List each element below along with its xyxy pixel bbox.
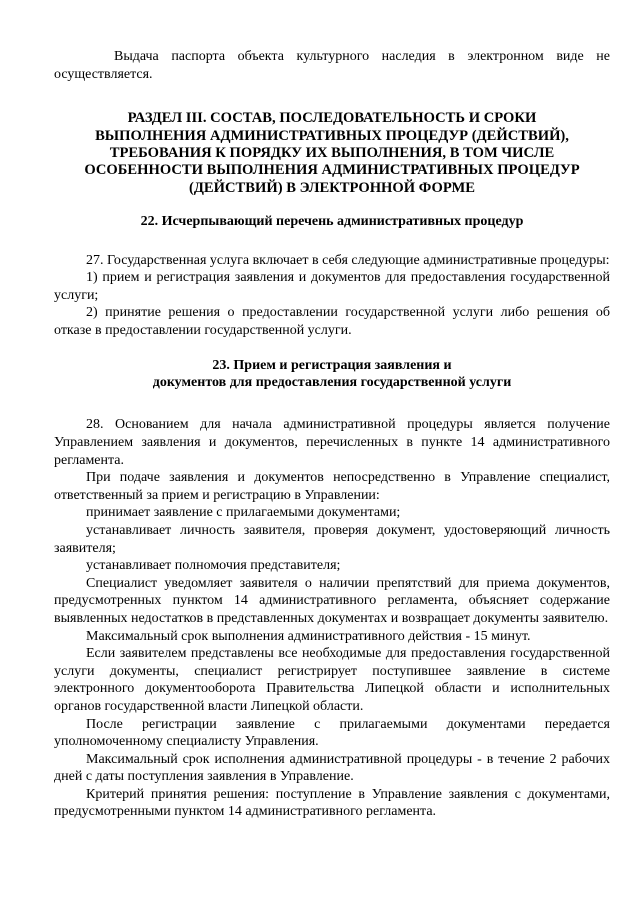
paragraph-28-notifies: Специалист уведомляет заявителя о наличии препятствий для приема документов, предусмотренных пунктом 14 административного регламента, объясняет содержание выявленных недостатков в представленных документах и возвращает документы заявителю. [54, 575, 610, 626]
paragraph-28-criterion: Критерий принятия решения: поступление в Управление заявления с документами, предусмотренными пунктом 14 административного регламента. [54, 786, 610, 820]
paragraph-27: 27. Государственная услуга включает в себя следующие административные процедуры: [86, 252, 610, 268]
paragraph-28-after-registration: После регистрации заявление с прилагаемыми документами передается уполномоченному специалисту Управления. [54, 716, 610, 750]
paragraph-28-identity: устанавливает личность заявителя, проверяя документ, удостоверяющий личность заявителя; [54, 522, 610, 556]
subsection-23-title [54, 357, 610, 392]
intro-paragraph: Выдача паспорта объекта культурного наследия в электронном виде не осуществляется. [54, 49, 610, 82]
paragraph-28-accepts: принимает заявление с прилагаемыми документами; [86, 505, 401, 521]
paragraph-28-max-procedure: Максимальный срок исполнения административной процедуры - в течение 2 рабочих дней с даты поступления заявления в Управление. [54, 751, 610, 785]
section-title-line: РАЗДЕЛ III. СОСТАВ, ПОСЛЕДОВАТЕЛЬНОСТЬ И СРОКИ [127, 110, 537, 127]
section-title-line: ОСОБЕННОСТИ ВЫПОЛНЕНИЯ АДМИНИСТРАТИВНЫХ ПРОЦЕДУР [84, 162, 580, 179]
subsection-22-title-text: 22. Исчерпывающий перечень административных процедур [140, 214, 524, 230]
section-title-line: (ДЕЙСТВИЙ) В ЭЛЕКТРОННОЙ ФОРМЕ [189, 179, 475, 196]
subsection-23-title-line: документов для предоставления государственной услуги [152, 375, 512, 390]
paragraph-28-submission: При подаче заявления и документов непосредственно в Управление специалист, ответственный за прием и регистрацию в Управлении: [54, 470, 610, 503]
subsection-23-title-line: 23. Прием и регистрация заявления и [212, 357, 452, 373]
paragraph-28-max-action: Максимальный срок выполнения административного действия - 15 минут. [86, 628, 531, 644]
paragraph-28-authority: устанавливает полномочия представителя; [86, 558, 341, 574]
section-title [62, 110, 602, 197]
paragraph-27-item-2: 2) принятие решения о предоставлении государственной услуги либо решения об отказе в предоставлении государственной услуги. [54, 305, 610, 338]
paragraph-28-if-all: Если заявителем представлены все необходимые для предоставления государственной услуги документы, специалист регистрирует поступившее заявление в системе электронного документооборота Правительства Липецкой области и исполнительных органов государственной власти Липецкой области. [54, 646, 610, 714]
section-title-line: ВЫПОЛНЕНИЯ АДМИНИСТРАТИВНЫХ ПРОЦЕДУР (ДЕЙСТВИЙ), [95, 127, 569, 144]
subsection-22-title [54, 213, 610, 230]
paragraph-28: 28. Основанием для начала административной процедуры является получение Управлением заявления и документов, перечисленных в пункте 14 административного регламента. [54, 417, 610, 468]
paragraph-27-item-1: 1) прием и регистрация заявления и документов для предоставления государственной услуги; [54, 270, 610, 303]
section-title-line: ТРЕБОВАНИЯ К ПОРЯДКУ ИХ ВЫПОЛНЕНИЯ, В ТОМ ЧИСЛЕ [109, 145, 555, 161]
document-page [54, 48, 610, 821]
